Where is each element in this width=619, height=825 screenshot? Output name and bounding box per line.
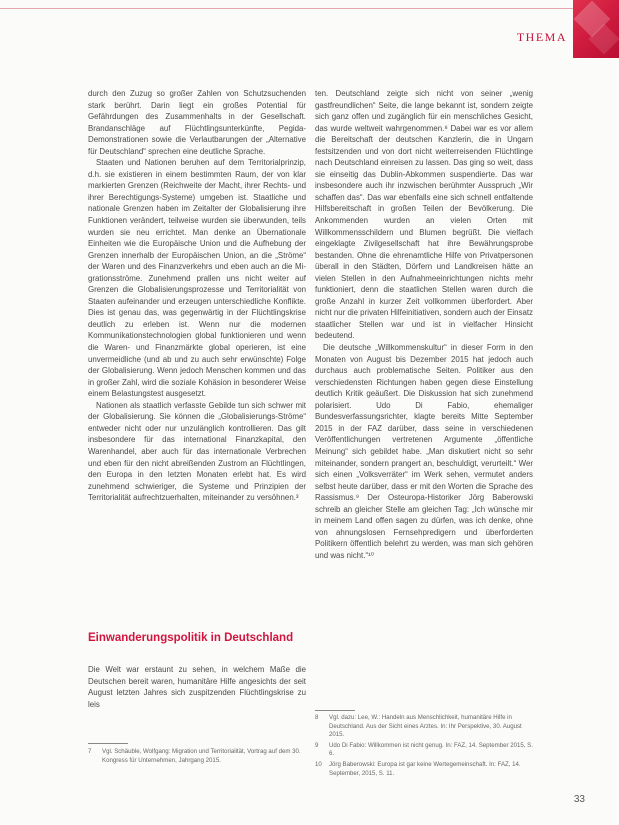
paragraph: Die deutsche „Willkommenskultur“ in dieser Form in den Monaten von August bis Dezember 2015 hat jedoch auch durchaus auch problematische Seiten. Politiker aus den verschiedensten Richtungen haben gegen diese Einstellung deutlich Kritik geäußert. Die Diskussion hat sich zunehmend polarisiert. Udo Di Fabio, ehemaliger Bundesverfassungsrichter, klagte bereits Mitte September 2015 in der FAZ darüber, dass seine in verschiedenen Veröffentlichungen vertretenen Argumente „öffentliche Meinung“ sich gebildet habe. „Man diskutiert nicht so sehr miteinander, sondern prangert an, beschuldigt, verurteilt.“ Wer sich einen „Volksverräter“ im Werk sehen, vermutet anders selbst heute darüber, dass er mit den Worten die Sprache des Rassismus.⁹ Der Osteuropa-Historiker Jörg Baberowski schreib an gleicher Stelle am gleichen Tag: „Ich wünsche mir in meinem Land offen sagen zu dürfen, was ich denke, ohne von ahnungslosen Fernsehpredigern und überforderten Politikern öffentlich belehrt zu werden, was man sich gehören und was nicht.“¹⁰ xyxy=(315,343,533,560)
footnote-rule xyxy=(88,743,128,744)
section-body xyxy=(88,664,306,710)
paragraph: durch den Zuzug so großer Zahlen von Schutzsuchenden stark berührt. Darin liegt ein großes Potential für Gefährdungen des Zusammenhalts in der Gesellschaft. Brandanschläge auf Flüchtlingsunterkünfte, Pegida-Demonstrationen sowie die Verlautbarungen der „Alternative für Deutschland“ sprechen eine deutliche Sprache. xyxy=(88,89,306,156)
footnote-text: Udo Di Fabio: Willkommen ist nicht genug. In: FAZ, 14. September 2015, S. 6. xyxy=(329,741,533,758)
left-column xyxy=(88,88,306,504)
section-label: THEMA xyxy=(516,30,567,44)
footnote-text: Vgl. Schäuble, Wolfgang: Migration und Territorialität, Vortrag auf dem 30. Kongress für Unternehmen, Jahrgang 2015. xyxy=(102,748,301,764)
footnote xyxy=(315,742,533,759)
footnote-number: 7 xyxy=(88,748,92,755)
footnote-number: 8 xyxy=(315,714,319,721)
thema-badge-logo xyxy=(573,0,619,58)
header-rule xyxy=(0,8,600,9)
paragraph: ten. Deutschland zeigte sich nicht von seiner „wenig gastfreundlichen“ Seite, die lange bekannt ist, sondern zeigte sich ganz offen und zugänglich für ein menschliches Gesicht, das wurde weltweit wahrgenommen.⁸ Dabei war es vor allem die Bereitschaft der deutschen Kanzlerin, die in Ungarn festsitzenden und von dort nicht weiterreisenden Flüchtlinge nach Deutschland einreisen zu lassen. Das ging so weit, dass sie einseitig das Dublin-Abkommen suspendierte. Das war insbesondere auch ihr inzwischen berühmter Ausspruch „Wir schaffen das“. Das war ebenfalls eine sich schnell entfaltende Hilfsbereitschaft in großen Teilen der Bevölkerung. Die Ankommenden wurden an vielen Orten mit Willkommensschildern und Blumen begrüßt. Die vielfach eingeklagte Zivilgesellschaft hat ihre Bewährungsprobe bestanden. Ohne die ehrenamtliche Hilfe von Privatpersonen überall in den Städten, Dörfern und Landkreisen hätte an vielen Stellen in den Aufnahmeeinrichtungen nichts mehr funktioniert, denn die staatlichen Stellen waren durch die große Anzahl in kurzer Zeit vollkommen überfordert. Aber nicht nur die privaten Hilfeinitiativen, sondern auch der Einsatz staatlicher Stellen war und ist in vielfacher Hinsicht bedeutend. xyxy=(315,89,533,341)
right-footnotes xyxy=(315,714,533,780)
paragraph: Staaten und Nationen beruhen auf dem Territorialprinzip, d.h. sie existieren in einem bestimmten Raum, der von klar markierten Grenzen (Reichweite der Macht, ihrer Rechts- und ihrer Berechtigungs-Systeme) umgeben ist. Staatliche und nationale Grenzen haben im Zeitalter der Globalisierung ihre Funktionen verändert, teilweise wurden sie überwunden, teils wurden sie neu errichtet. Man denke an Übernationale Einheiten wie die Europäische Union und die Aufhebung der Grenzen innerhalb der Europäischen Union, an die „Ströme“ der Waren und des Finanzverkehrs und eben auch an die Migrationsströme. Zunehmend prallen uns nicht weiter auf Grenzen die Globalisierungsprozesse und Territorialität von Staaten aufeinander und erzeugen unterschiedliche Konflikte. Dies ist genau das, was gegenwärtig in der Flüchtlingskrise deutlich zu erleben ist. Wenn nur die modernen Kommunikationstechnologien global funktionieren und wenn die Waren- und Finanzmärkte global operieren, ist eine unvermeidliche (und ab und zu auch sehr erwünschte) Folge der Globalisierung. Wenn jedoch Menschen kommen und das in großer Zahl, wird die soziale Kohäsion in besonderer Weise einem Belastungstest ausgesetzt. xyxy=(88,158,306,399)
footnote xyxy=(315,714,533,740)
footnote-text: Vgl. dazu: Lee, W.: Handeln aus Menschlichkeit, humanitäre Hilfe in Deutschland. Aus der Sicht eines Arztes. In: Ihr Perspektive, 30. August 2015. xyxy=(329,714,522,739)
section-heading: Einwanderungspolitik in Deutschland xyxy=(88,632,294,644)
footnote-rule xyxy=(315,710,355,711)
footnote xyxy=(88,748,306,765)
page-number: 33 xyxy=(573,794,585,805)
footnote-number: 9 xyxy=(315,741,319,749)
paragraph: Nationen als staatlich verfasste Gebilde tun sich schwer mit der Globalisierung. Sie können die „Globalisierungs-Ströme“ entweder nicht oder nur unzulänglich kontrollieren. Das gilt insbesondere für das international Finanzkapital, den Warenhandel, aber auch für das internationale Verbrechen und eben für den nicht abreißenden Zustrom an Flüchtlingen, den Europa in den letzten Monaten erlebt hat. Es wird zunehmend schwieriger, die Systeme und Prinzipien der Territorialität aufrechtzuerhalten, miteinander zu versöhnen.³ xyxy=(88,400,306,503)
footnote-number: 10 xyxy=(315,760,322,768)
footnote-text: Jörg Baberowski: Europa ist gar keine Wertegemeinschaft. In: FAZ, 14. September, 2015, S. 11. xyxy=(329,760,521,777)
left-footnotes xyxy=(88,748,306,767)
right-column xyxy=(315,88,533,561)
paragraph: Die Welt war erstaunt zu sehen, in welchem Maße die Deutschen bereit waren, humanitäre Hilfe angesichts der seit August letzten Jahres sich zuspitzenden Flüchtlingskrise zu leis xyxy=(88,665,306,709)
footnote xyxy=(315,761,533,778)
